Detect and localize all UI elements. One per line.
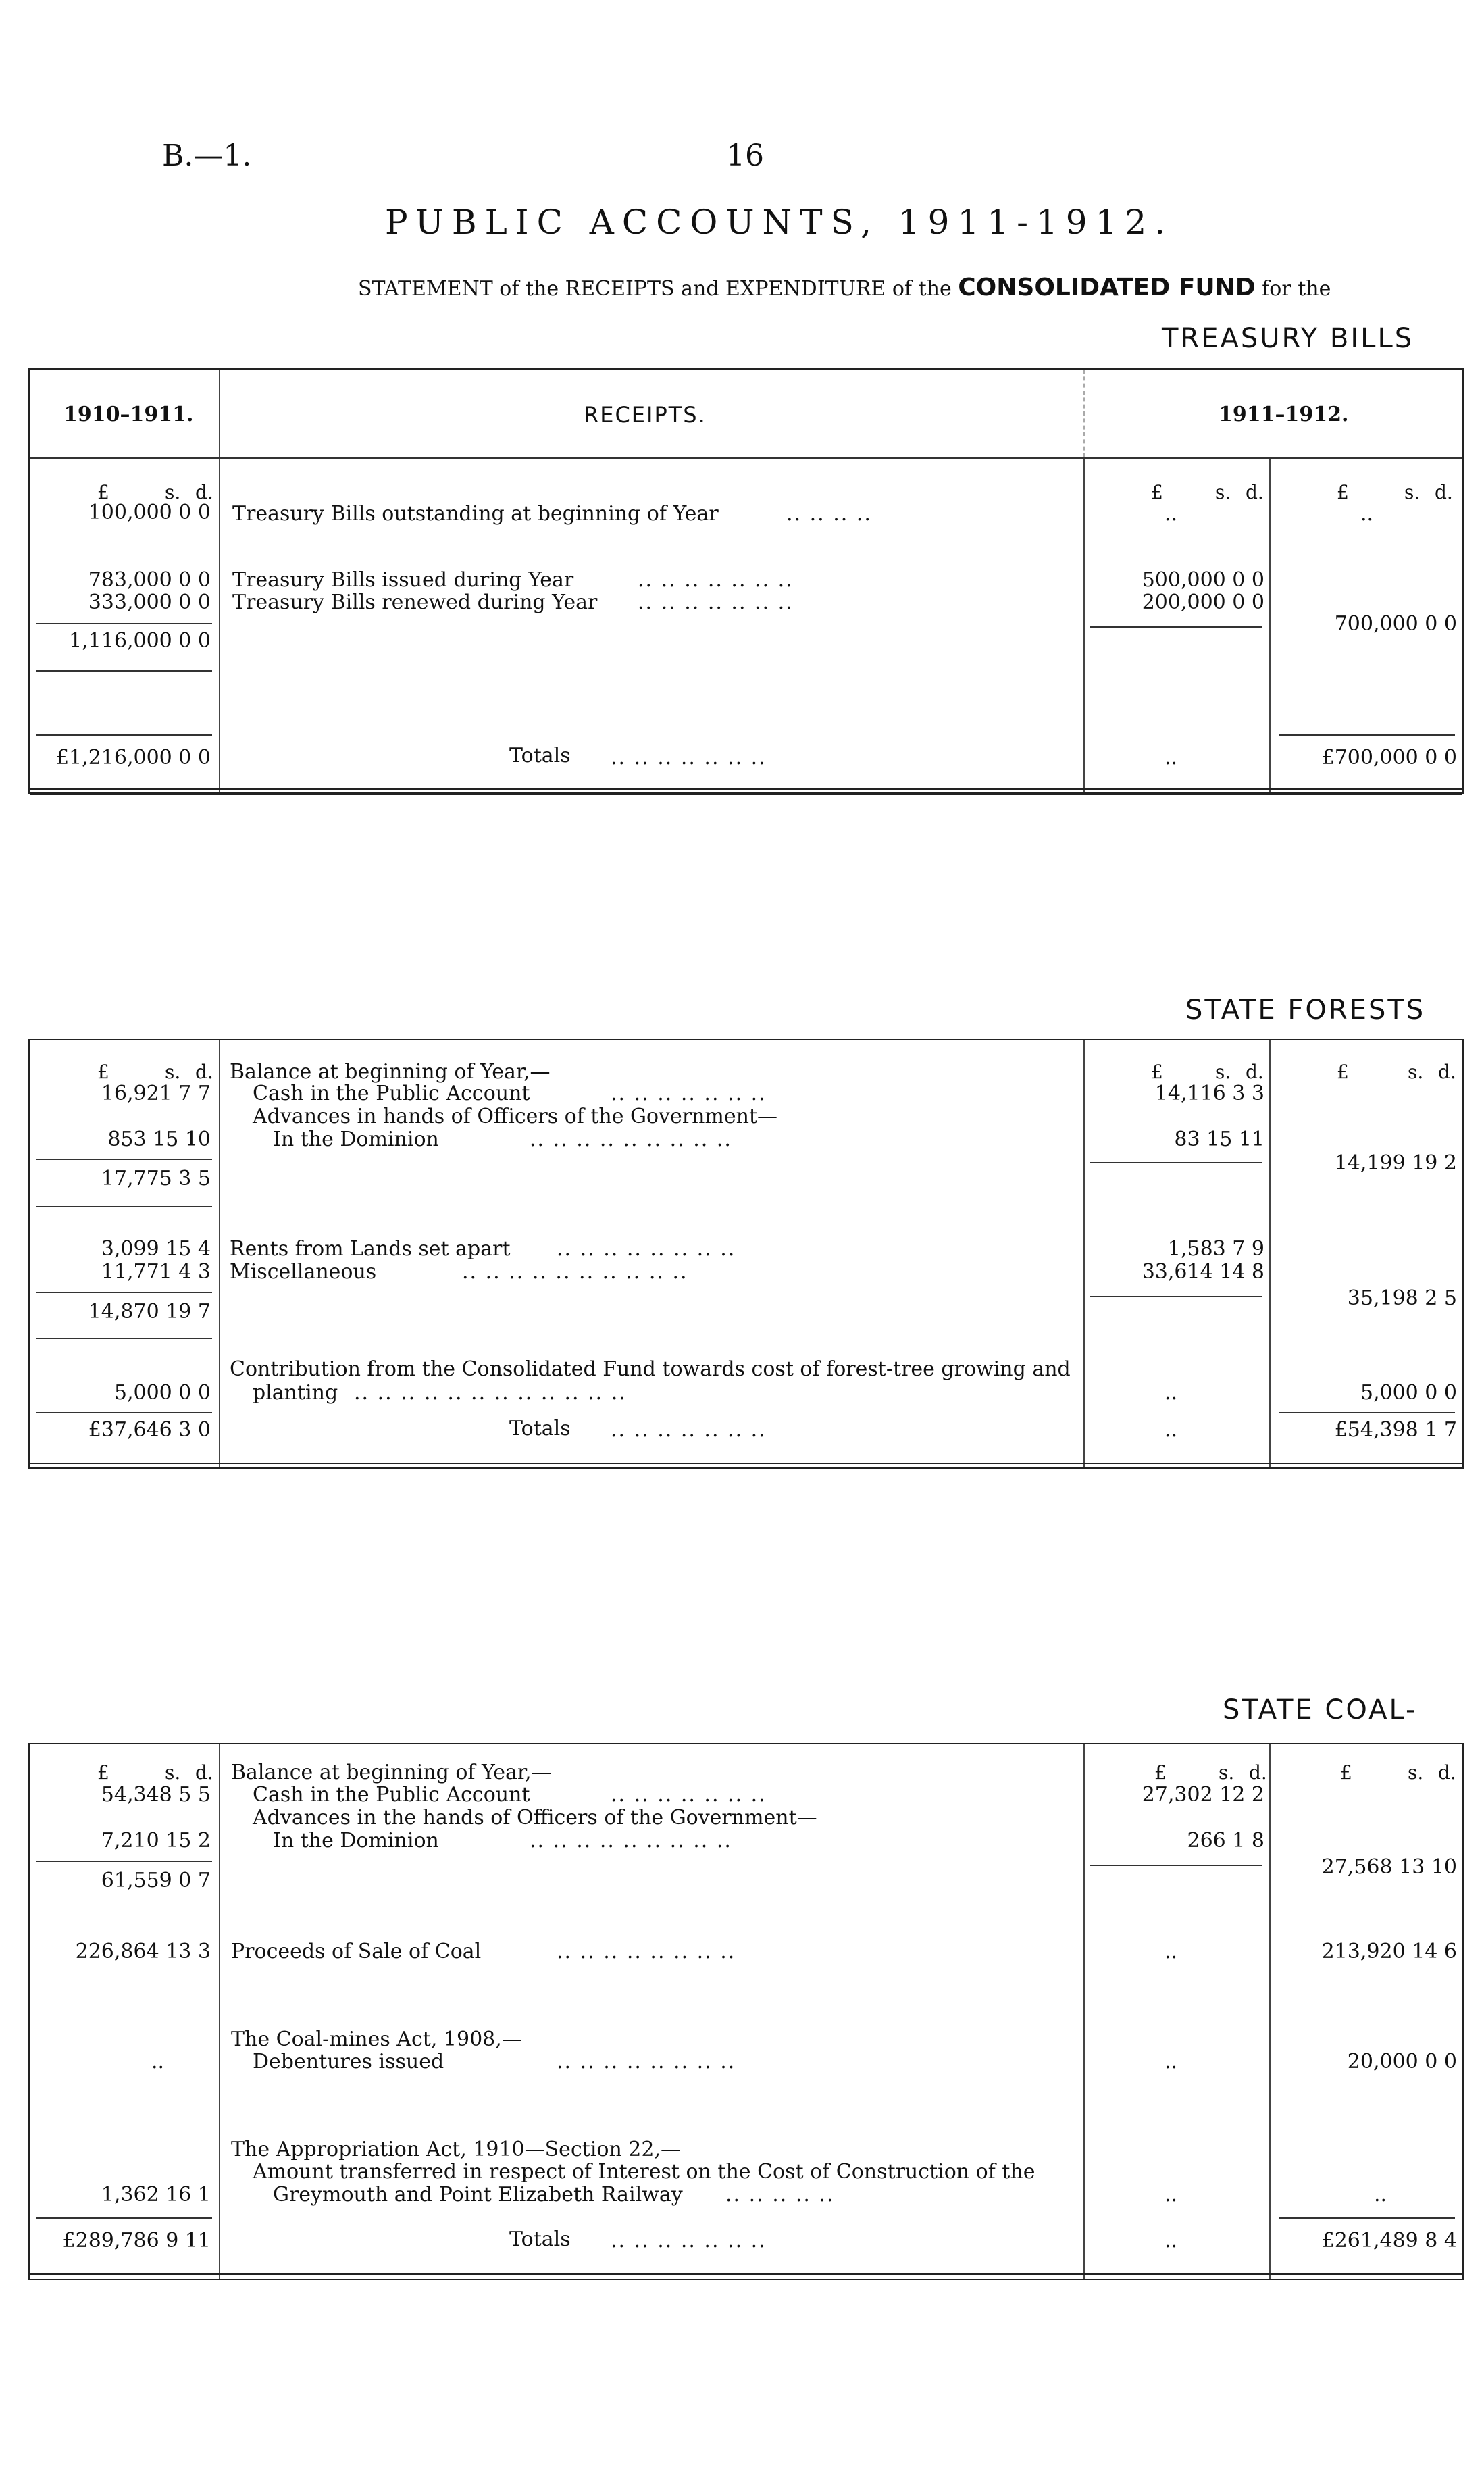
unit-pound: £ xyxy=(97,1761,109,1784)
dot-leader: .. .. .. .. .. .. .. xyxy=(638,568,794,592)
rents-curr: 1,583 7 9 xyxy=(1167,1237,1264,1261)
debentures-label: Debentures issued xyxy=(253,2050,444,2073)
totals-curr: £54,398 1 7 xyxy=(1334,1418,1457,1442)
subtotal-prev: 1,116,000 0 0 xyxy=(69,629,211,653)
amount-curr: .. xyxy=(1374,2183,1387,2207)
dot-leader: .. .. .. .. .. .. .. xyxy=(611,2229,767,2253)
unit-pence: d. xyxy=(1438,1061,1456,1083)
col-head-receipts: RECEIPTS. xyxy=(584,402,707,428)
prev-amount: 333,000 0 0 xyxy=(88,590,211,614)
contrib-detail: .. xyxy=(1165,1381,1178,1405)
unit-shilling: s. xyxy=(1215,481,1231,503)
unit-pence: d. xyxy=(1246,1061,1264,1083)
receipt-label: Treasury Bills issued during Year xyxy=(232,568,574,592)
section-title-treasury-bills: TREASURY BILLS xyxy=(1162,323,1414,354)
page-title: PUBLIC ACCOUNTS, 1911-1912. xyxy=(385,203,1174,242)
unit-shilling: s. xyxy=(165,1061,181,1083)
unit-pence: d. xyxy=(1435,481,1453,503)
unit-pound: £ xyxy=(1151,481,1163,503)
state-coal-table xyxy=(28,1743,1464,2280)
dominion-prev: 7,210 15 2 xyxy=(101,1829,211,1853)
unit-shilling: s. xyxy=(165,481,181,503)
sale-detail: .. xyxy=(1165,1940,1178,1963)
dominion-curr: 83 15 11 xyxy=(1174,1128,1264,1151)
total-amount: .. xyxy=(1360,502,1374,526)
contrib-label: Contribution from the Consolidated Fund towards cost of forest-tree growing and xyxy=(230,1357,1071,1381)
contrib-prev: 5,000 0 0 xyxy=(113,1381,211,1405)
totals-curr: £700,000 0 0 xyxy=(1321,746,1457,770)
rents-prev: 3,099 15 4 xyxy=(101,1237,211,1261)
advances-label: Advances in the hands of Officers of the Government— xyxy=(253,1806,817,1830)
section-title-state-coal: STATE COAL- xyxy=(1223,1694,1418,1726)
unit-pound: £ xyxy=(1154,1761,1167,1784)
totals-prev: £289,786 9 11 xyxy=(62,2229,211,2253)
misc-prev: 11,771 4 3 xyxy=(101,1260,211,1284)
unit-pound: £ xyxy=(1340,1761,1352,1784)
dominion-label: In the Dominion xyxy=(273,1128,439,1151)
cash-prev: 16,921 7 7 xyxy=(101,1082,211,1105)
cash-label: Cash in the Public Account xyxy=(253,1783,530,1807)
unit-pound: £ xyxy=(1337,1061,1349,1083)
misc-curr: 33,614 14 8 xyxy=(1142,1260,1264,1284)
dominion-label: In the Dominion xyxy=(273,1829,439,1853)
unit-shilling: s. xyxy=(165,1761,181,1784)
debentures-curr: 20,000 0 0 xyxy=(1347,2050,1457,2073)
fund-name: CONSOLIDATED FUND xyxy=(958,274,1256,301)
dot-leader: .. .. .. .. .. .. .. xyxy=(638,590,794,614)
statement-suffix: for the xyxy=(1262,277,1331,301)
page-number: 16 xyxy=(726,139,764,173)
amount-prev: 1,362 16 1 xyxy=(101,2183,211,2207)
dominion-curr: 266 1 8 xyxy=(1187,1829,1264,1853)
debentures-detail: .. xyxy=(1165,2050,1178,2073)
statement-heading xyxy=(358,274,1331,301)
totals-label: Totals xyxy=(509,2228,571,2251)
cash-curr: 14,116 3 3 xyxy=(1154,1082,1264,1105)
totals-curr: £261,489 8 4 xyxy=(1321,2229,1457,2253)
statement-prefix: STATEMENT of the RECEIPTS and EXPENDITURE of the xyxy=(358,277,952,301)
col-head-1911-1912: 1911–1912. xyxy=(1219,403,1349,426)
totals-label: Totals xyxy=(509,1417,571,1440)
dot-leader: .. .. .. .. .. .. .. .. xyxy=(557,2050,736,2073)
balance-label: Balance at beginning of Year,— xyxy=(231,1761,552,1784)
sale-label: Proceeds of Sale of Coal xyxy=(231,1940,482,1963)
amount-detail: .. xyxy=(1165,2183,1178,2207)
unit-shilling: s. xyxy=(1408,1761,1424,1784)
amount-label: Amount transferred in respect of Interest on the Cost of Construction of the xyxy=(253,2160,1035,2184)
dot-leader: .. .. .. .. .. .. .. .. xyxy=(557,1237,736,1261)
detail-amount: 200,000 0 0 xyxy=(1142,590,1264,614)
unit-pence: d. xyxy=(195,1061,213,1083)
unit-shilling: s. xyxy=(1404,481,1421,503)
debentures-prev: .. xyxy=(151,2050,165,2073)
subtotal-curr: 700,000 0 0 xyxy=(1334,612,1457,636)
dot-leader: .. .. .. .. .. .. .. .. xyxy=(557,1940,736,1963)
rents-subtotal-curr: 35,198 2 5 xyxy=(1347,1286,1457,1310)
balance-subtotal-prev: 17,775 3 5 xyxy=(101,1167,211,1190)
amount-label-cont: Greymouth and Point Elizabeth Railway xyxy=(273,2183,683,2207)
dot-leader: .. .. .. .. .. .. .. xyxy=(611,746,767,770)
unit-pence: d. xyxy=(1249,1761,1267,1784)
contrib-label-cont: planting xyxy=(253,1381,338,1405)
dot-leader: .. .. .. .. .. .. .. .. .. .. .. .. xyxy=(354,1381,627,1405)
act-label: The Coal-mines Act, 1908,— xyxy=(231,2028,522,2051)
dot-leader: .. .. .. .. xyxy=(786,502,872,526)
prev-amount: 783,000 0 0 xyxy=(88,568,211,592)
dot-leader: .. .. .. .. .. .. .. .. .. .. xyxy=(462,1260,688,1284)
unit-shilling: s. xyxy=(1215,1061,1231,1083)
totals-detail: .. xyxy=(1165,746,1178,770)
rents-label: Rents from Lands set apart xyxy=(230,1237,511,1261)
totals-detail: .. xyxy=(1165,2229,1178,2253)
unit-pound: £ xyxy=(1337,481,1349,503)
receipt-label: Treasury Bills renewed during Year xyxy=(232,590,598,614)
detail-amount: .. xyxy=(1165,502,1178,526)
totals-prev: £1,216,000 0 0 xyxy=(55,746,211,770)
dot-leader: .. .. .. .. .. .. .. .. .. xyxy=(530,1829,732,1853)
unit-pence: d. xyxy=(1438,1761,1456,1784)
unit-pence: d. xyxy=(1246,481,1264,503)
misc-label: Miscellaneous xyxy=(230,1260,377,1284)
cash-prev: 54,348 5 5 xyxy=(101,1783,211,1807)
sale-prev: 226,864 13 3 xyxy=(75,1940,211,1963)
balance-subtotal-curr: 27,568 13 10 xyxy=(1321,1855,1457,1879)
advances-label: Advances in hands of Officers of the Government— xyxy=(253,1105,777,1128)
totals-prev: £37,646 3 0 xyxy=(88,1418,211,1442)
approp-label: The Appropriation Act, 1910—Section 22,— xyxy=(231,2138,682,2161)
dot-leader: .. .. .. .. .. .. .. xyxy=(611,1082,767,1105)
state-forests-table xyxy=(28,1039,1464,1469)
report-code: B.—1. xyxy=(162,139,252,173)
col-head-1910-1911: 1910–1911. xyxy=(63,403,194,426)
cash-label: Cash in the Public Account xyxy=(253,1082,530,1105)
totals-label: Totals xyxy=(509,744,571,768)
unit-shilling: s. xyxy=(1408,1061,1424,1083)
balance-subtotal-curr: 14,199 19 2 xyxy=(1334,1151,1457,1175)
cash-curr: 27,302 12 2 xyxy=(1142,1783,1264,1807)
detail-amount: 500,000 0 0 xyxy=(1142,568,1264,592)
dominion-prev: 853 15 10 xyxy=(107,1128,211,1151)
unit-pence: d. xyxy=(195,1761,213,1784)
unit-pound: £ xyxy=(1151,1061,1163,1083)
rents-subtotal-prev: 14,870 19 7 xyxy=(88,1300,211,1324)
receipt-label: Treasury Bills outstanding at beginning of Year xyxy=(232,502,719,526)
sale-curr: 213,920 14 6 xyxy=(1321,1940,1457,1963)
dot-leader: .. .. .. .. .. .. .. xyxy=(611,1418,767,1442)
unit-pound: £ xyxy=(97,1061,109,1083)
prev-amount: 100,000 0 0 xyxy=(88,501,211,524)
dot-leader: .. .. .. .. .. xyxy=(725,2183,835,2207)
treasury-bills-table xyxy=(28,368,1464,794)
totals-detail: .. xyxy=(1165,1418,1178,1442)
dot-leader: .. .. .. .. .. .. .. xyxy=(611,1783,767,1807)
unit-shilling: s. xyxy=(1219,1761,1235,1784)
dot-leader: .. .. .. .. .. .. .. .. .. xyxy=(530,1128,732,1151)
balance-subtotal-prev: 61,559 0 7 xyxy=(101,1869,211,1892)
balance-label: Balance at beginning of Year,— xyxy=(230,1060,551,1084)
unit-pence: d. xyxy=(195,481,213,503)
unit-pound: £ xyxy=(97,481,109,503)
contrib-curr: 5,000 0 0 xyxy=(1360,1381,1457,1405)
section-title-state-forests: STATE FORESTS xyxy=(1185,995,1426,1026)
